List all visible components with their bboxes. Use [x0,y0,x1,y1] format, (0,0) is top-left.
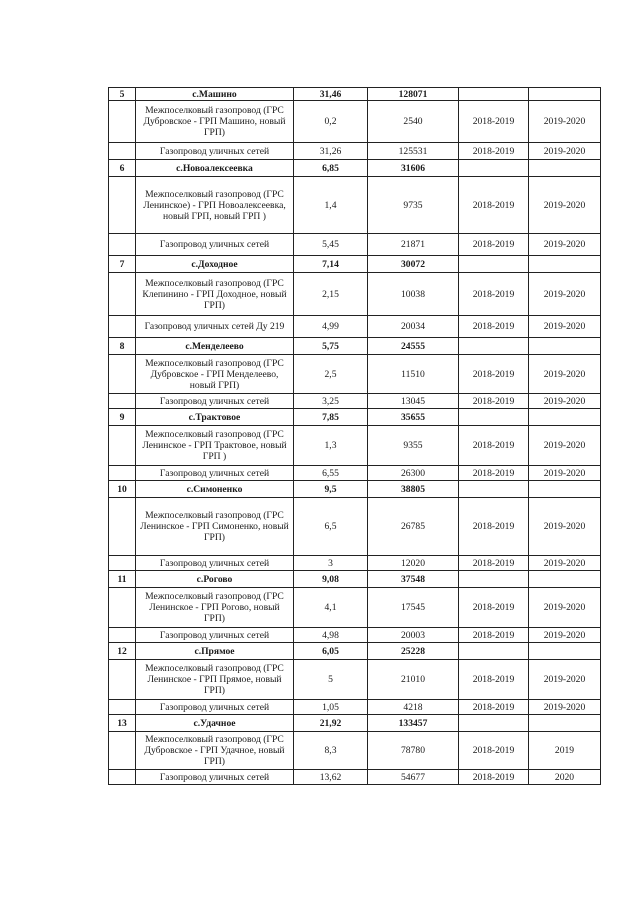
operation-period: 2020 [529,770,601,785]
village-number: 5 [109,88,136,101]
village-row [109,481,601,498]
village-length: 31,46 [294,88,368,101]
empty-cell [459,338,529,355]
village-name: с.Рогово [136,571,294,588]
pipeline-row [109,498,601,556]
village-row [109,715,601,732]
pipeline-description: Газопровод уличных сетей [136,234,294,256]
pipeline-cost: 21010 [368,660,459,700]
table-body [109,88,601,785]
village-cost: 37548 [368,571,459,588]
village-number: 8 [109,338,136,355]
pipeline-description: Межпоселковый газопровод (ГРС Ленинское - ГРП Симоненко, новый ГРП) [136,498,294,556]
pipeline-length: 4,98 [294,628,368,643]
empty-cell [109,770,136,785]
empty-cell [109,700,136,715]
pipeline-description: Межпоселковый газопровод (ГРС Ленинское) - ГРП Новоалексеевка, новый ГРП, новый ГРП ) [136,177,294,234]
village-cost: 35655 [368,409,459,426]
village-row [109,643,601,660]
village-name: с.Удачное [136,715,294,732]
pipeline-cost: 13045 [368,394,459,409]
empty-cell [459,160,529,177]
empty-cell [529,338,601,355]
pipeline-description: Газопровод уличных сетей [136,394,294,409]
pipeline-description: Газопровод уличных сетей [136,770,294,785]
village-row [109,409,601,426]
village-cost: 133457 [368,715,459,732]
village-row [109,88,601,101]
operation-period: 2019-2020 [529,355,601,394]
village-row [109,160,601,177]
operation-period: 2019-2020 [529,426,601,466]
empty-cell [109,556,136,571]
pipeline-row [109,732,601,770]
pipeline-description: Газопровод уличных сетей [136,628,294,643]
pipeline-description: Газопровод уличных сетей Ду 219 [136,316,294,338]
pipeline-row [109,556,601,571]
pipeline-description: Газопровод уличных сетей [136,700,294,715]
village-length: 9,08 [294,571,368,588]
empty-cell [109,588,136,628]
pipeline-row [109,177,601,234]
village-number: 10 [109,481,136,498]
pipeline-length: 3 [294,556,368,571]
construction-period: 2018-2019 [459,588,529,628]
pipeline-cost: 9355 [368,426,459,466]
village-cost: 31606 [368,160,459,177]
village-length: 5,75 [294,338,368,355]
pipeline-row [109,355,601,394]
construction-period: 2018-2019 [459,316,529,338]
village-cost: 25228 [368,643,459,660]
construction-period: 2018-2019 [459,556,529,571]
empty-cell [529,715,601,732]
construction-period: 2018-2019 [459,177,529,234]
empty-cell [109,628,136,643]
pipeline-description: Межпоселковый газопровод (ГРС Ленинское - ГРП Рогово, новый ГРП) [136,588,294,628]
pipeline-description: Межпоселковый газопровод (ГРС Ленинское - ГРП Трактовое, новый ГРП ) [136,426,294,466]
pipeline-description: Газопровод уличных сетей [136,466,294,481]
village-row [109,338,601,355]
pipeline-cost: 78780 [368,732,459,770]
pipeline-cost: 54677 [368,770,459,785]
operation-period: 2019-2020 [529,628,601,643]
empty-cell [529,409,601,426]
village-number: 6 [109,160,136,177]
pipeline-description: Межпоселковый газопровод (ГРС Дубровское - ГРП Машино, новый ГРП) [136,101,294,143]
empty-cell [109,660,136,700]
pipeline-description: Межпоселковый газопровод (ГРС Дубровское - ГРП Удачное, новый ГРП) [136,732,294,770]
operation-period: 2019-2020 [529,316,601,338]
empty-cell [109,101,136,143]
construction-period: 2018-2019 [459,394,529,409]
operation-period: 2019-2020 [529,556,601,571]
pipeline-length: 6,55 [294,466,368,481]
pipeline-cost: 11510 [368,355,459,394]
pipeline-length: 3,25 [294,394,368,409]
village-length: 6,05 [294,643,368,660]
village-cost: 30072 [368,256,459,273]
construction-period: 2018-2019 [459,770,529,785]
operation-period: 2019-2020 [529,700,601,715]
construction-period: 2018-2019 [459,355,529,394]
operation-period: 2019-2020 [529,143,601,160]
empty-cell [529,256,601,273]
pipeline-row [109,273,601,316]
empty-cell [109,498,136,556]
village-name: с.Доходное [136,256,294,273]
village-cost: 38805 [368,481,459,498]
pipeline-row [109,143,601,160]
empty-cell [529,481,601,498]
construction-period: 2018-2019 [459,101,529,143]
pipeline-description: Межпоселковый газопровод (ГРС Клепинино - ГРП Доходное, новый ГРП) [136,273,294,316]
empty-cell [459,409,529,426]
pipeline-length: 5,45 [294,234,368,256]
pipeline-row [109,316,601,338]
pipeline-cost: 17545 [368,588,459,628]
pipeline-cost: 125531 [368,143,459,160]
pipeline-row [109,426,601,466]
pipeline-row [109,588,601,628]
empty-cell [109,466,136,481]
operation-period: 2019-2020 [529,660,601,700]
pipeline-description: Газопровод уличных сетей [136,143,294,160]
village-row [109,256,601,273]
pipeline-cost: 21871 [368,234,459,256]
village-name: с.Симоненко [136,481,294,498]
operation-period: 2019 [529,732,601,770]
empty-cell [109,355,136,394]
gas-pipeline-table [108,87,601,785]
empty-cell [529,643,601,660]
construction-period: 2018-2019 [459,732,529,770]
construction-period: 2018-2019 [459,466,529,481]
village-name: с.Машино [136,88,294,101]
village-name: с.Новоалексеевка [136,160,294,177]
pipeline-description: Газопровод уличных сетей [136,556,294,571]
construction-period: 2018-2019 [459,143,529,160]
empty-cell [109,143,136,160]
village-length: 6,85 [294,160,368,177]
pipeline-row [109,770,601,785]
construction-period: 2018-2019 [459,273,529,316]
pipeline-description: Межпоселковый газопровод (ГРС Дубровское - ГРП Менделеево, новый ГРП) [136,355,294,394]
pipeline-length: 1,3 [294,426,368,466]
village-length: 9,5 [294,481,368,498]
pipeline-length: 1,05 [294,700,368,715]
village-cost: 24555 [368,338,459,355]
empty-cell [109,234,136,256]
pipeline-cost: 20034 [368,316,459,338]
village-number: 7 [109,256,136,273]
pipeline-length: 2,5 [294,355,368,394]
pipeline-length: 4,99 [294,316,368,338]
village-cost: 128071 [368,88,459,101]
pipeline-length: 0,2 [294,101,368,143]
pipeline-row [109,628,601,643]
pipeline-length: 4,1 [294,588,368,628]
empty-cell [529,571,601,588]
pipeline-row [109,700,601,715]
operation-period: 2019-2020 [529,588,601,628]
village-number: 13 [109,715,136,732]
construction-period: 2018-2019 [459,426,529,466]
empty-cell [109,426,136,466]
pipeline-cost: 2540 [368,101,459,143]
village-number: 11 [109,571,136,588]
village-name: с.Менделеево [136,338,294,355]
pipeline-cost: 26300 [368,466,459,481]
pipeline-length: 2,15 [294,273,368,316]
operation-period: 2019-2020 [529,466,601,481]
empty-cell [459,256,529,273]
pipeline-length: 13,62 [294,770,368,785]
operation-period: 2019-2020 [529,498,601,556]
empty-cell [109,316,136,338]
village-name: с.Трактовое [136,409,294,426]
empty-cell [459,715,529,732]
village-length: 7,14 [294,256,368,273]
pipeline-length: 31,26 [294,143,368,160]
empty-cell [459,481,529,498]
village-length: 7,85 [294,409,368,426]
empty-cell [459,88,529,101]
construction-period: 2018-2019 [459,234,529,256]
operation-period: 2019-2020 [529,394,601,409]
pipeline-cost: 12020 [368,556,459,571]
empty-cell [109,177,136,234]
pipeline-length: 6,5 [294,498,368,556]
empty-cell [109,273,136,316]
construction-period: 2018-2019 [459,700,529,715]
village-number: 9 [109,409,136,426]
village-length: 21,92 [294,715,368,732]
construction-period: 2018-2019 [459,660,529,700]
pipeline-cost: 26785 [368,498,459,556]
operation-period: 2019-2020 [529,101,601,143]
pipeline-cost: 9735 [368,177,459,234]
empty-cell [529,88,601,101]
pipeline-cost: 4218 [368,700,459,715]
pipeline-cost: 10038 [368,273,459,316]
pipeline-row [109,660,601,700]
construction-period: 2018-2019 [459,498,529,556]
pipeline-length: 5 [294,660,368,700]
empty-cell [109,732,136,770]
pipeline-row [109,394,601,409]
operation-period: 2019-2020 [529,273,601,316]
village-row [109,571,601,588]
pipeline-cost: 20003 [368,628,459,643]
operation-period: 2019-2020 [529,234,601,256]
empty-cell [459,571,529,588]
empty-cell [109,394,136,409]
empty-cell [529,160,601,177]
operation-period: 2019-2020 [529,177,601,234]
pipeline-description: Межпоселковый газопровод (ГРС Ленинское - ГРП Прямое, новый ГРП) [136,660,294,700]
empty-cell [459,643,529,660]
pipeline-row [109,466,601,481]
construction-period: 2018-2019 [459,628,529,643]
pipeline-row [109,234,601,256]
village-name: с.Прямое [136,643,294,660]
pipeline-length: 1,4 [294,177,368,234]
pipeline-row [109,101,601,143]
pipeline-length: 8,3 [294,732,368,770]
village-number: 12 [109,643,136,660]
